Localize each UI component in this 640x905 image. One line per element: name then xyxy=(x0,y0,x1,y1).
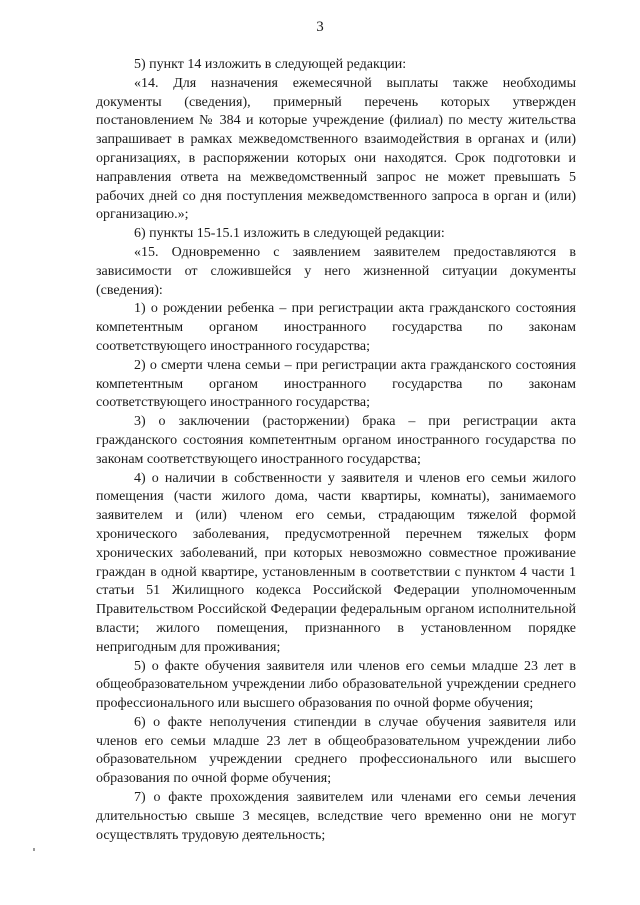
paragraph-item-6-intro: 6) пункты 15-15.1 изложить в следующей редакции: xyxy=(134,226,445,242)
scan-artifact xyxy=(33,848,35,851)
list-item-1: 1) о рождении ребенка – при регистрации акта гражданского состояния компетентным органом иностранного государства по законам соответствующего иностранного государства; xyxy=(96,301,576,354)
paragraph-clause-14: «14. Для назначения ежемесячной выплаты также необходимы документы (сведения), примерный перечень которых утвержден постановлением № 384 и которые учреждение (филиал) по месту жительства запрашивает в рамках межведомственного взаимодействия в органах и (или) организациях, в распоряжении которых они находятся. Срок подготовки и направления ответа на межведомственный запрос не может превышать 5 рабочих дней со дня поступления межведомственного запроса в орган и (или) организацию.»; xyxy=(96,75,576,223)
paragraph-item-5-intro: 5) пункт 14 изложить в следующей редакции: xyxy=(134,57,407,72)
document-body xyxy=(96,56,576,845)
list-item-5: 5) о факте обучения заявителя или членов его семьи младше 23 лет в общеобразовательном учреждении либо образовательной учреждении среднего профессионального или высшего образования по очной форме обучения; xyxy=(96,658,576,712)
list-item-7: 7) о факте прохождения заявителем или членами его семьи лечения длительностью свыше 3 месяцев, вследствие чего временно они не могут осуществлять трудовую деятельность; xyxy=(96,790,576,843)
page-number: 3 xyxy=(316,19,324,35)
paragraph-clause-15: «15. Одновременно с заявлением заявителем предоставляются в зависимости от сложившейся у него жизненной ситуации документы (сведения): xyxy=(96,244,576,298)
list-item-3: 3) о заключении (расторжении) брака – при регистрации акта гражданского состояния компетентным органом иностранного государства по законам соответствующего иностранного государства; xyxy=(96,414,576,467)
list-item-2: 2) о смерти члена семьи – при регистрации акта гражданского состояния компетентным органом иностранного государства по законам соответствующего иностранного государства; xyxy=(96,357,576,411)
list-item-6: 6) о факте неполучения стипендии в случае обучения заявителя или членов его семьи младше 23 лет в общеобразовательном учреждении либо образовательном учреждении среднего профессионального или высшего образования по очной форме обучения; xyxy=(96,714,576,787)
list-item-4: 4) о наличии в собственности у заявителя и членов его семьи жилого помещения (части жилого дома, части квартиры, комнаты), занимаемого заявителем и (или) членом его семьи, страдающим тяжелой формой хронического заболевания, предусмотренной перечнем тяжелых форм хронических заболеваний, при которых невозможно совместное проживание граждан в одной квартире, установленным в соответствии с пунктом 4 части 1 статьи 51 Жилищного кодекса Российской Федерации уполномоченным Правительством Российской Федерации федеральным органом исполнительной власти; жилого помещения, признанного в установленном порядке непригодным для проживания; xyxy=(96,470,576,655)
